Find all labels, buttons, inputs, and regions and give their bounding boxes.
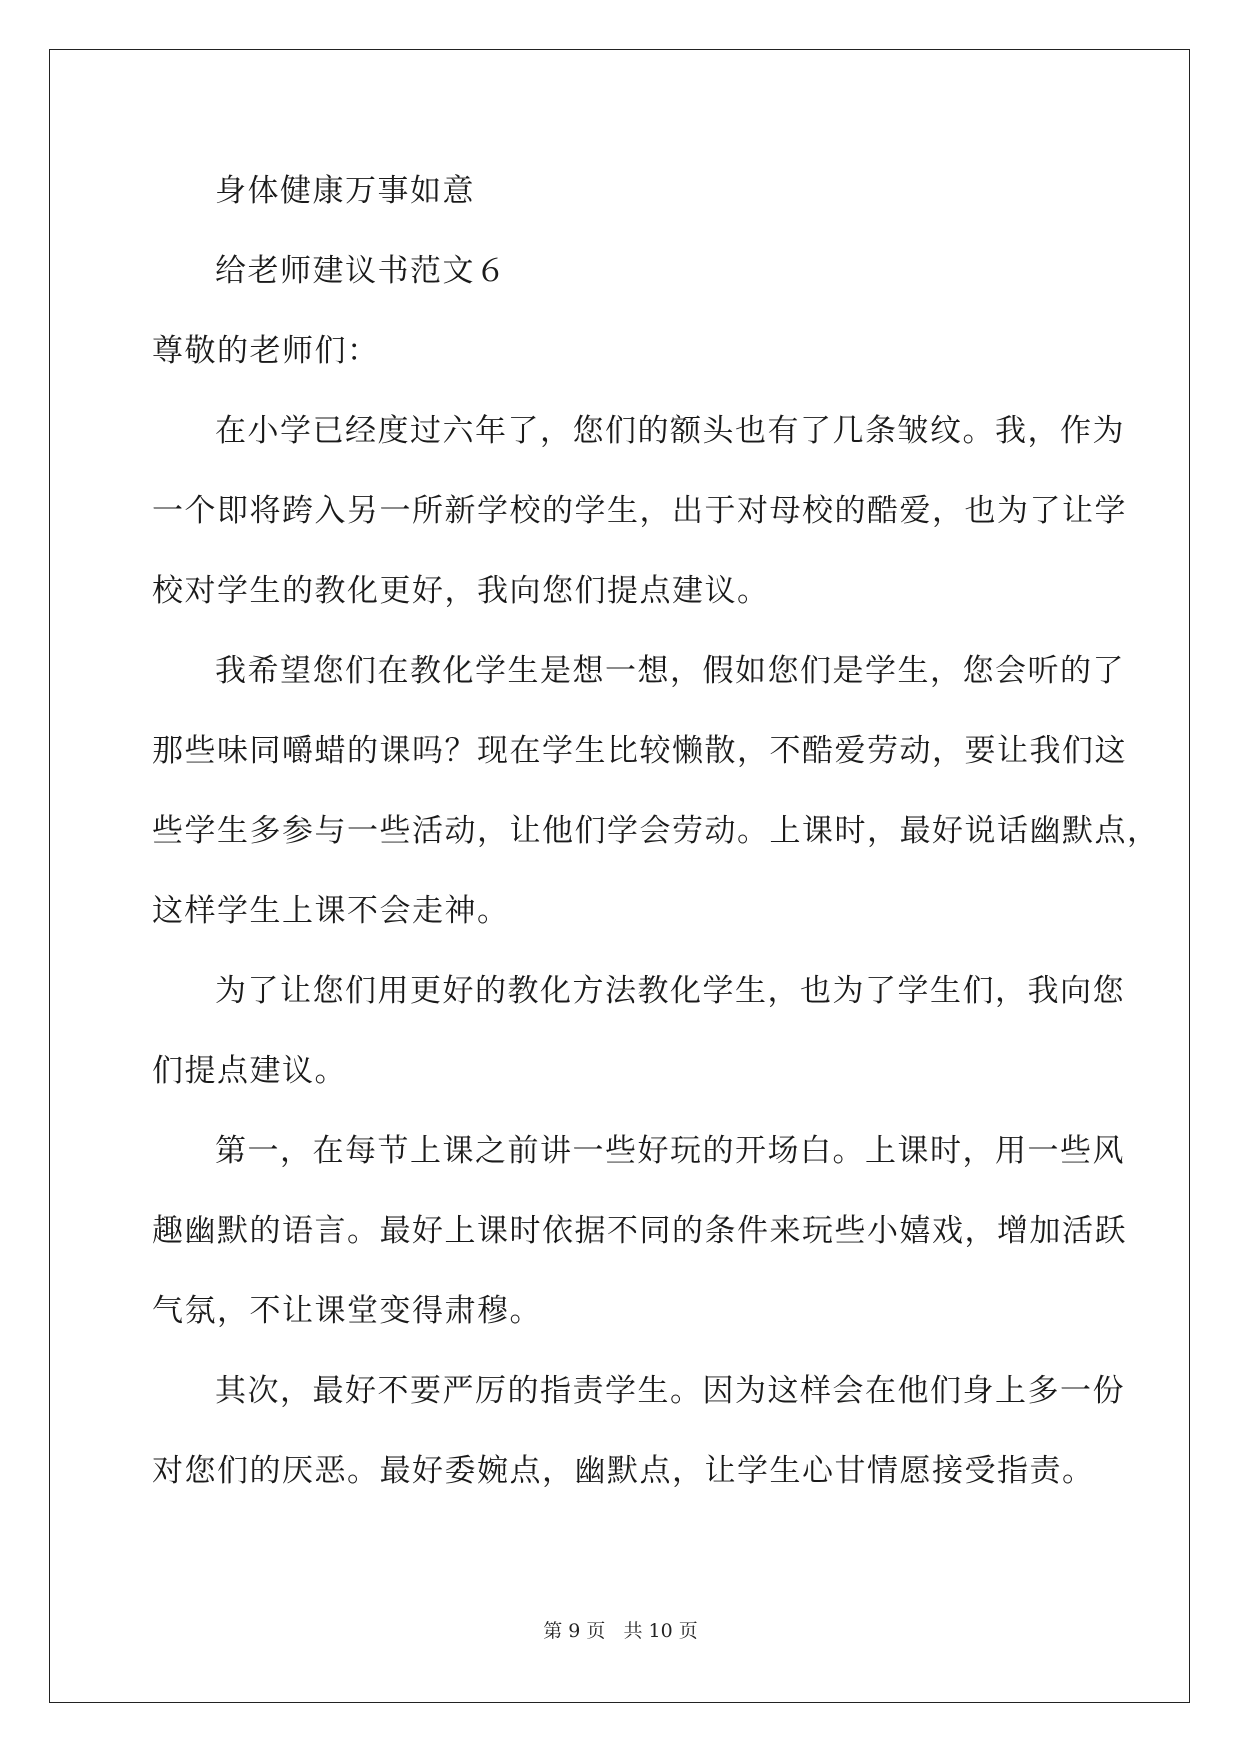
paragraph-line: 们提点建议。: [152, 1053, 347, 1089]
section-heading: 给老师建议书范文６: [215, 253, 508, 289]
paragraph-line: 对您们的厌恶。最好委婉点，幽默点，让学生心甘情愿接受指责。: [152, 1453, 1095, 1489]
paragraph-line: 在小学已经度过六年了，您们的额头也有了几条皱纹。我，作为: [215, 413, 1125, 449]
paragraph-line: 趣幽默的语言。最好上课时依据不同的条件来玩些小嬉戏，增加活跃: [152, 1213, 1127, 1249]
page-total: 共 10 页: [623, 1620, 698, 1642]
closing-line: 身体健康万事如意: [215, 173, 475, 209]
salutation: 尊敬的老师们：: [152, 333, 380, 369]
paragraph-line: 其次，最好不要严厉的指责学生。因为这样会在他们身上多一份: [215, 1373, 1125, 1409]
page-number: 第 9 页: [543, 1620, 606, 1642]
paragraph-line: 些学生多参与一些活动，让他们学会劳动。上课时，最好说话幽默点，: [152, 813, 1160, 849]
page-footer: [0, 1619, 1241, 1643]
paragraph-line: 那些味同嚼蜡的课吗？现在学生比较懒散，不酷爱劳动，要让我们这: [152, 733, 1127, 769]
paragraph-line: 校对学生的教化更好，我向您们提点建议。: [152, 573, 770, 609]
paragraph-line: 第一，在每节上课之前讲一些好玩的开场白。上课时，用一些风: [215, 1133, 1125, 1169]
paragraph-line: 我希望您们在教化学生是想一想，假如您们是学生，您会听的了: [215, 653, 1125, 689]
paragraph-line: 一个即将跨入另一所新学校的学生，出于对母校的酷爱，也为了让学: [152, 493, 1127, 529]
paragraph-line: 这样学生上课不会走神。: [152, 893, 510, 929]
paragraph-line: 气氛，不让课堂变得肃穆。: [152, 1293, 542, 1329]
paragraph-line: 为了让您们用更好的教化方法教化学生，也为了学生们，我向您: [215, 973, 1125, 1009]
